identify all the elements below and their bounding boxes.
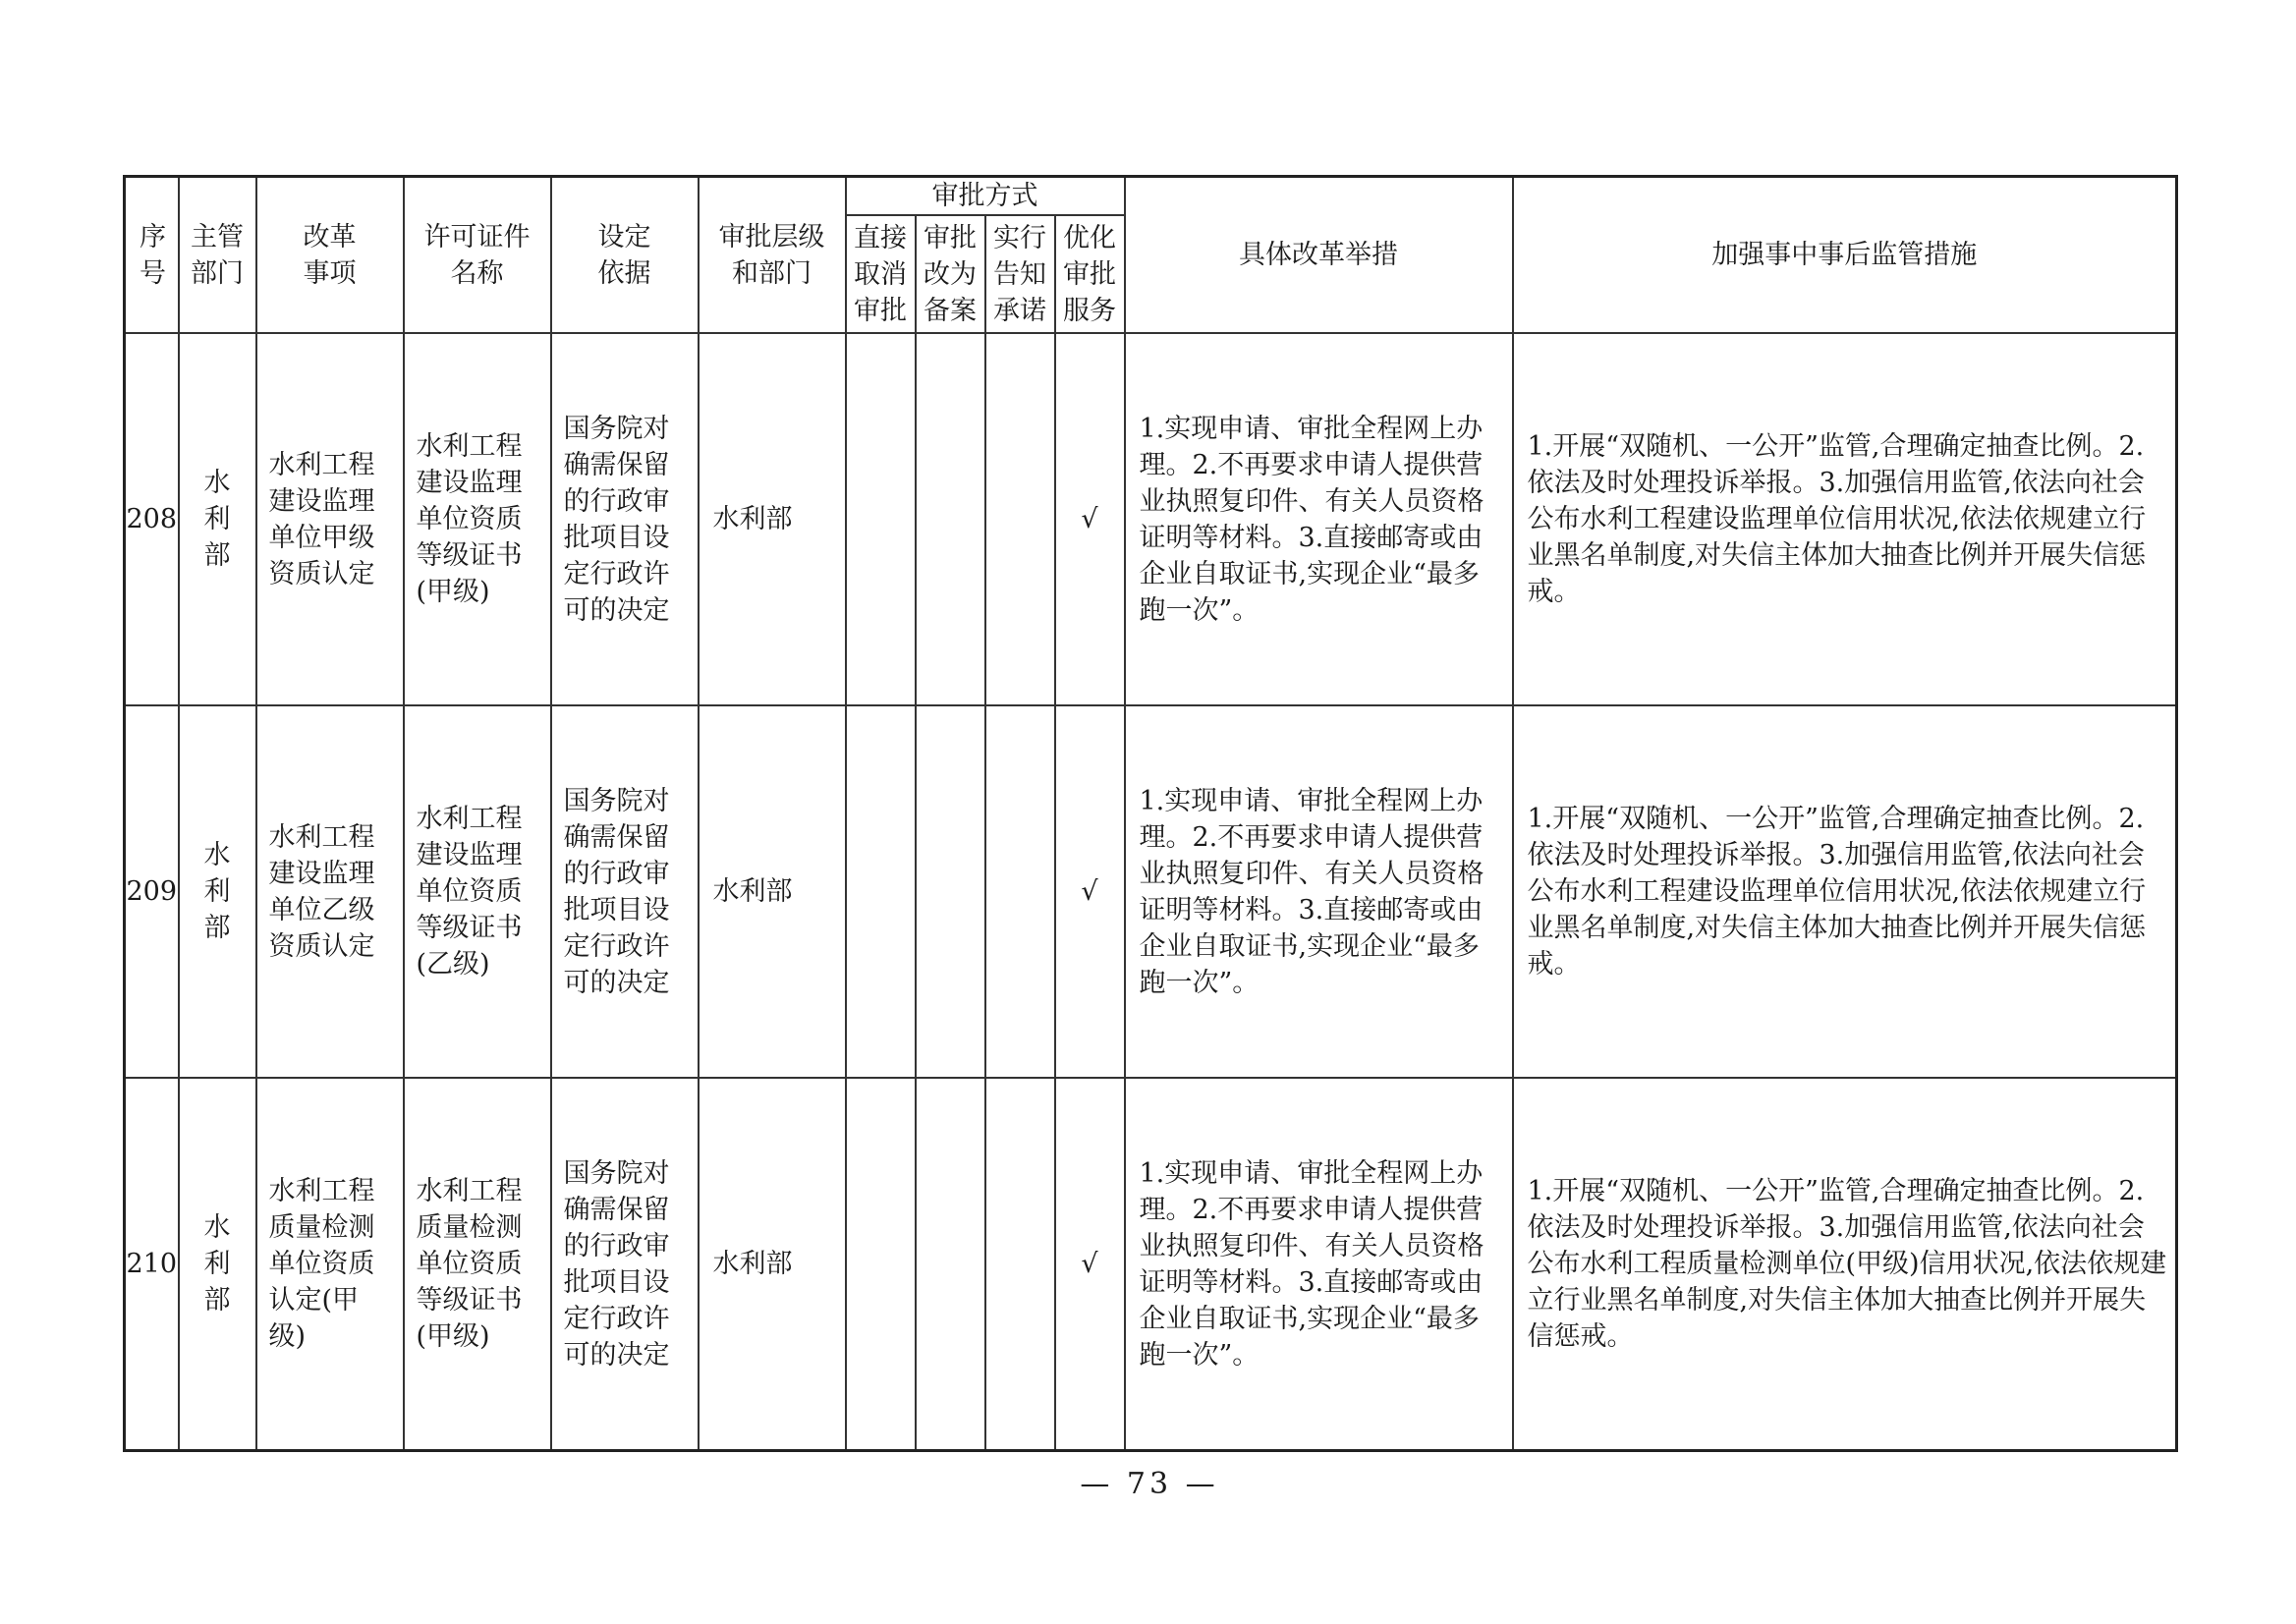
row-measures: 1.实现申请、审批全程网上办理。2.不再要求申请人提供营业执照复印件、有关人员资格证明等材料。3.直接邮寄或由企业自取证书,实现企业“最多跑一次”。 <box>1125 705 1513 1078</box>
row-basis: 国务院对确需保留的行政审批项目设定行政许可的决定 <box>551 705 699 1078</box>
row-method-optimize-check: √ <box>1055 333 1125 705</box>
row-method-optimize-check: √ <box>1055 1078 1125 1451</box>
row-supervision: 1.开展“双随机、一公开”监管,合理确定抽查比例。2.依法及时处理投诉举报。3.加强信用监管,依法向社会公布水利工程建设监理单位信用状况,依法依规建立行业黑名单制度,对失信主体加大抽查比例并开展失信惩戒。 <box>1513 705 2177 1078</box>
row-seq: 208 <box>125 333 179 705</box>
row-method-filing <box>916 705 985 1078</box>
table-row <box>125 1078 2177 1451</box>
row-reform-item: 水利工程建设监理单位乙级资质认定 <box>256 705 404 1078</box>
row-license-name: 水利工程建设监理单位资质等级证书(乙级) <box>404 705 551 1078</box>
header-method-notify: 实行告知承诺 <box>985 215 1055 333</box>
header-dept: 主管部门 <box>179 177 256 334</box>
row-method-notify <box>985 1078 1055 1451</box>
row-method-notify <box>985 705 1055 1078</box>
header-basis: 设定依据 <box>551 177 699 334</box>
header-method-optimize: 优化审批服务 <box>1055 215 1125 333</box>
header-method-cancel: 直接取消审批 <box>846 215 916 333</box>
header-approval-method: 审批方式 <box>846 177 1125 216</box>
header-measures: 具体改革举措 <box>1125 177 1513 334</box>
table-row <box>125 333 2177 705</box>
row-level: 水利部 <box>699 705 846 1078</box>
row-seq: 210 <box>125 1078 179 1451</box>
row-reform-item: 水利工程建设监理单位甲级资质认定 <box>256 333 404 705</box>
row-reform-item: 水利工程质量检测单位资质认定(甲级) <box>256 1078 404 1451</box>
header-license-name: 许可证件名称 <box>404 177 551 334</box>
row-dept: 水利部 <box>179 705 256 1078</box>
row-supervision: 1.开展“双随机、一公开”监管,合理确定抽查比例。2.依法及时处理投诉举报。3.加强信用监管,依法向社会公布水利工程质量检测单位(甲级)信用状况,依法依规建立行业黑名单制度,对失信主体加大抽查比例并开展失信惩戒。 <box>1513 1078 2177 1451</box>
row-measures: 1.实现申请、审批全程网上办理。2.不再要求申请人提供营业执照复印件、有关人员资格证明等材料。3.直接邮寄或由企业自取证书,实现企业“最多跑一次”。 <box>1125 333 1513 705</box>
page-number: — 73 — <box>1080 1467 1219 1501</box>
header-supervision: 加强事中事后监管措施 <box>1513 177 2177 334</box>
row-basis: 国务院对确需保留的行政审批项目设定行政许可的决定 <box>551 333 699 705</box>
row-dept: 水利部 <box>179 1078 256 1451</box>
reform-table <box>123 175 2178 1452</box>
row-method-optimize-check: √ <box>1055 705 1125 1078</box>
row-basis: 国务院对确需保留的行政审批项目设定行政许可的决定 <box>551 1078 699 1451</box>
row-method-cancel <box>846 1078 916 1451</box>
header-reform-item: 改革事项 <box>256 177 404 334</box>
row-license-name: 水利工程质量检测单位资质等级证书(甲级) <box>404 1078 551 1451</box>
row-level: 水利部 <box>699 1078 846 1451</box>
row-method-filing <box>916 1078 985 1451</box>
header-row-1 <box>125 177 2177 216</box>
header-level: 审批层级和部门 <box>699 177 846 334</box>
row-method-notify <box>985 333 1055 705</box>
header-seq: 序号 <box>125 177 179 334</box>
row-measures: 1.实现申请、审批全程网上办理。2.不再要求申请人提供营业执照复印件、有关人员资格证明等材料。3.直接邮寄或由企业自取证书,实现企业“最多跑一次”。 <box>1125 1078 1513 1451</box>
row-supervision: 1.开展“双随机、一公开”监管,合理确定抽查比例。2.依法及时处理投诉举报。3.加强信用监管,依法向社会公布水利工程建设监理单位信用状况,依法依规建立行业黑名单制度,对失信主体加大抽查比例并开展失信惩戒。 <box>1513 333 2177 705</box>
row-method-cancel <box>846 705 916 1078</box>
row-level: 水利部 <box>699 333 846 705</box>
row-method-filing <box>916 333 985 705</box>
row-license-name: 水利工程建设监理单位资质等级证书(甲级) <box>404 333 551 705</box>
table-row <box>125 705 2177 1078</box>
header-method-filing: 审批改为备案 <box>916 215 985 333</box>
row-dept: 水利部 <box>179 333 256 705</box>
row-method-cancel <box>846 333 916 705</box>
row-seq: 209 <box>125 705 179 1078</box>
